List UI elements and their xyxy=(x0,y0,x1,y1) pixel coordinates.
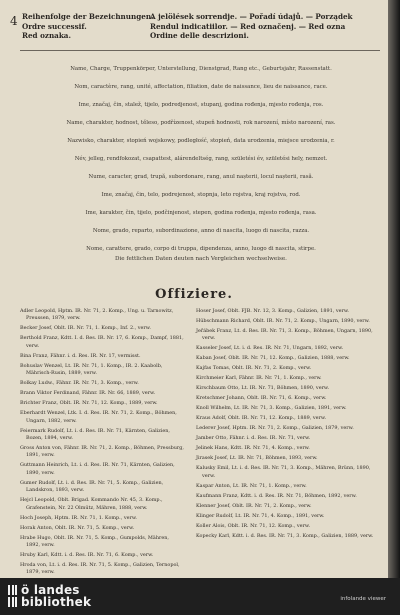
legend-line: Nazwisko, charakter, stopień wojskowy, podległość, stopień, data urodzenia, miejsce urodzenia, r. xyxy=(67,138,335,144)
viewer-credit: infolande viewer xyxy=(340,596,386,602)
library-logo xyxy=(8,584,91,608)
officer-entry: Feiermark Rudolf, Lt. i. d. Res. IR. Nr. 71, Kärnten, Galizien, Bozen, 1894, verw. xyxy=(20,427,170,442)
header-right-line: A jelölések sorrendje. — Pořadí údajů. — Porządek xyxy=(150,12,353,21)
officer-entry: Koller Alois, Oblt. IR. Nr. 71, 12. Komp., verw. xyxy=(196,522,311,529)
logo-text-line2: bibliothek xyxy=(21,595,92,609)
officer-entry: Hruby Karl, Kdtt. i. d. Res. IR. Nr. 71, 6. Komp., verw. xyxy=(20,552,154,559)
officer-entry: Kretschmer Johann, Oblt. IR. Nr. 71, 6. Komp., verw. xyxy=(196,395,327,402)
officer-entry: Kirschbaum Otto, Lt. IR. Nr. 71, Böhmen, 1890, verw. xyxy=(196,385,330,392)
entries-column-right xyxy=(196,308,378,543)
legend-line: Name, Charge, Truppenkörper, Unterstellung, Dienstgrad, Rang etc., Geburtsjahr, Rassenstatt. xyxy=(70,66,332,72)
officer-entry: Eberhardt Wenzel, Ltk. I. d. Res. IR. Nr. 71, 2. Komp., Böhmen, Ungarn, 1882, verw. xyxy=(20,410,177,424)
legend-line: Name, charakter, hodnost, těleso, podřízenost, stupeň hodnosti, rok narození, místo narození, ras. xyxy=(66,120,336,126)
officer-entry: Jirasek Josef, Lt. IR. Nr. 71, Böhmen, 1893, verw. xyxy=(196,455,318,462)
footnote: Die fettlichen Daten deuten nach Vergleichen wechselweise. xyxy=(115,256,287,262)
officer-entry: Brann Viktor Ferdinand, Fähnr. IR. Nr. 66, 1889, verw. xyxy=(20,390,156,397)
header-divider xyxy=(20,50,380,51)
entries-columns xyxy=(20,308,384,576)
officer-entry: Klenner Josef, Oblt. IR. Nr. 71, 2. Komp., verw. xyxy=(196,502,312,509)
logo-bars-icon xyxy=(8,597,17,607)
header-left-line: Red oznaka. xyxy=(22,31,71,41)
legend-line: Nume, caracter, grad, trupă, subordonare, rang, anul nașterii, locul nașterii, rasă. xyxy=(88,174,314,180)
page-number: 4 xyxy=(10,14,18,28)
officer-entry: Horak Anton, Oblt. IR. Nr. 71, 5. Komp., verw. xyxy=(20,524,135,531)
officer-entry: Kirchmeier Karl, Fähnr. IR. Nr. 71, 1. Komp., verw. xyxy=(196,375,322,382)
officer-entry: Bina Franz, Fähnr. i. d. Res. IR. Nr. 17, vermisst. xyxy=(20,352,141,359)
legend-line: Ime, karakter, čin, tijelo, podčinjenost, stepen, godina rođenja, mjesto rođenja, rasa. xyxy=(85,210,317,216)
officer-entry: Kopecky Karl, Kdtt. i. d. Res. IR. Nr. 71, 3. Komp., Galizien, 1889, verw. xyxy=(196,532,374,539)
officer-entry: Knoll Wilhelm, Lt. IR. Nr. 71, 3. Komp., Galizien, 1891, verw. xyxy=(196,405,347,412)
section-title: Offiziere. xyxy=(155,287,233,302)
officer-entry: Jelinek Hans, Kdtt. IR. Nr. 71, 4. Komp., verw. xyxy=(196,445,310,452)
header-right-line: Rendul indicatiilor. — Red označenj. — Red ozna xyxy=(150,21,346,31)
logo-text-line1: ö landes xyxy=(21,583,80,597)
officer-entry: Hroda von, Lt. i. d. Res. IR. Nr. 71, 5. Komp., Galizien, Ternopol, 1879, verw. xyxy=(20,562,180,576)
officer-entry: Gross Anton von, Fähnr. IR. Nr. 71, 2. Komp., Böhmen, Pressburg, 1891, verw. xyxy=(20,445,184,459)
officer-entry: Berthold Franz, Kdtt. I. d. Res. IR. Nr. 17, 6. Komp., Dampf, 1881, verw. xyxy=(20,335,184,349)
officer-entry: Bohuslav Wenzel, Lt. IR. Nr. 71, 1. Komp., IR. 2. Kaabolb, Mährisch-Rusin, 1889, verw. xyxy=(20,362,163,377)
book-binding-edge xyxy=(388,0,400,578)
header-left-block xyxy=(22,12,154,41)
officer-entry: Hoser Josef, Oblt. FJB. Nr. 12, 3. Komp., Galizien, 1891, verw. xyxy=(196,308,349,314)
header-right-line: Ordine delle descrizioni. xyxy=(150,31,249,41)
officer-entry: Jamber Otto, Fähnr. i. d. Res. IR. Nr. 71, verw. xyxy=(196,435,311,442)
officer-entry: Kalusky Emil, Lt. i. d. Res. IR. Nr. 71, 3. Komp., Mähren, Brünn, 1890, verw. xyxy=(196,465,371,479)
officer-entry: Jeřábek Franz, Lt. d. Res. IR. Nr. 71, 3. Komp., Böhmen, Ungarn, 1890, verw. xyxy=(196,328,373,342)
header-right-block xyxy=(150,12,353,41)
officer-entry: Hrabe Hugo, Oblt. IR. Nr. 71, 5. Komp., Gumpolds, Mähren, 1892, verw. xyxy=(20,534,169,549)
officer-entry: Hejcl Leopold, Oblt. Brigad. Kommando Nr. 45, 3. Komp., Grafenstein, Nr. 22 Olmütz, Mähren, 1888, verw. xyxy=(20,497,163,511)
header-left-line: Ordre successif. xyxy=(22,21,87,31)
officer-entry: Kaban Josef, Oblt. IR. Nr. 71, 12. Komp., Galizien, 1888, verw. xyxy=(196,355,350,362)
officer-entry: Brichter Franz, Oblt. IR. Nr. 71, 12. Komp., 1889, verw. xyxy=(20,400,158,407)
officer-entry: Gumer Rudolf, Lt. i. d. Res. IR. Nr. 71, 5. Komp., Galizien, Landskron, 1893, verw. xyxy=(20,479,164,494)
officer-entry: Kraus Adolf, Oblt. IR. Nr. 71, 12. Komp., 1889, verw. xyxy=(196,415,327,422)
legend-line: Nome, grado, reparto, subordinazione, anno di nascita, luogo di nascita, razza. xyxy=(92,228,310,234)
officer-entry: Hoch Joseph, Hptm. IR. Nr. 71, 1. Komp., verw. xyxy=(20,514,137,521)
entries-column-left xyxy=(20,308,184,589)
officer-entry: Bolkay Ludw., Fähnr. IR. Nr. 71, 3. Komp., verw. xyxy=(20,380,139,387)
legend-line: Nome, carattere, grado, corpo di truppa, dipendenza, anno, luogo di nascita, stirpe. xyxy=(86,246,316,252)
officer-entry: Lederer Josef, Hptm. IR. Nr. 71, 2. Komp., Galizien, 1879, verw. xyxy=(196,425,354,432)
officer-entry: Kajfas Tomas, Oblt. IR. Nr. 71, 2. Komp., verw. xyxy=(196,365,312,372)
officer-entry: Kaufmann Franz, Kdtt. i. d. Res. IR. Nr. 71, Böhmen, 1892, verw. xyxy=(196,492,357,499)
legend-block xyxy=(20,60,382,258)
legend-line: Nom, caractère, rang, unité, affectation, filiation, date de naissance, lieu de naissance, race. xyxy=(74,84,328,90)
legend-line: Ime, značaj, čin, stalež, tijelo, podredjenost, stupanj, godina rođenja, mjesto rođenja, ros. xyxy=(78,102,324,108)
officer-entry: Klinger Rudolf, Lt. IR. Nr. 71, 4. Komp., 1891, verw. xyxy=(196,512,325,519)
logo-bars-icon xyxy=(8,585,17,595)
viewer-footer xyxy=(0,578,400,615)
officer-entry: Adler Leopold, Hptm. IR. Nr. 71, 2. Komp., Ung. u. Tarnowitz, Preussen, 1879, verw. xyxy=(20,308,174,322)
officer-entry: Becker Josef, Oblt. IR. Nr. 71, 1. Komp., Inf. 2., verw. xyxy=(20,325,151,332)
legend-line: Név, jelleg, rendfokozat, csapattest, alárendeltség, rang, születési év, születési hely, nemzet. xyxy=(74,156,328,162)
officer-entry: Kaspar Anton, Lt. IR. Nr. 71, 1. Komp., verw. xyxy=(196,482,307,489)
legend-line: Ime, značaj, čin, telo, podrejenost, stopnja, leto rojstva, kraj rojstva, rod. xyxy=(101,192,301,198)
officer-entry: Hübschmann Richard, Oblt. IR. Nr. 71, 2. Komp., Ungarn, 1890, verw. xyxy=(196,318,370,324)
header-left-line: Reihenfolge der Bezeichnungen. xyxy=(22,12,154,21)
officer-entry: Guttmann Heinrich, Lt. i. d. Res. IR. Nr. 71, Kärnten, Galizien, 1890, verw. xyxy=(20,462,175,476)
officer-entry: Kasseler Josef, Lt. i. d. Res. IR. Nr. 71, Ungarn, 1892, verw. xyxy=(196,345,344,352)
